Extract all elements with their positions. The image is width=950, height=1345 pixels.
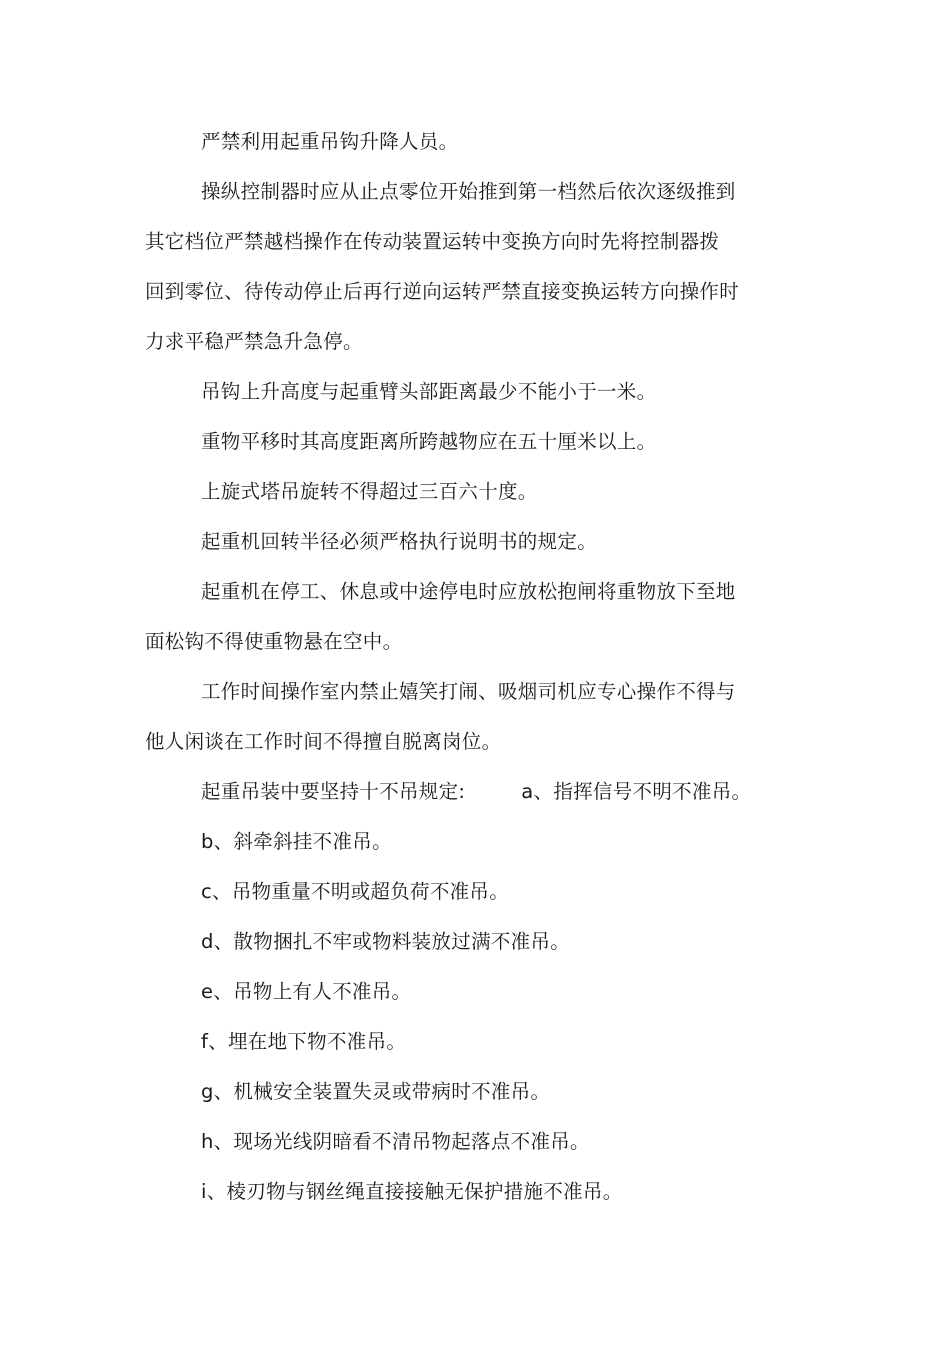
paragraph-line: 起重机回转半径必须严格执行说明书的规定。: [201, 530, 598, 553]
document-body: [145, 117, 775, 1217]
paragraph-cab-conduct: [145, 667, 775, 767]
ten-rules-item-text: f、埋在地下物不准吊。: [201, 1030, 407, 1053]
ten-rules-item-text: h、现场光线阴暗看不清吊物起落点不准吊。: [201, 1130, 590, 1153]
ten-rules-item-text: c、吊物重量不明或超负荷不准吊。: [201, 880, 510, 903]
ten-rules-item: [145, 1067, 775, 1117]
paragraph-no-lifting-people: [145, 117, 775, 167]
ten-rules-item-a: a、指挥信号不明不准吊。: [521, 780, 752, 803]
ten-rules-item: [145, 917, 775, 967]
ten-rules-item: [145, 1117, 775, 1167]
ten-rules-item: [145, 867, 775, 917]
paragraph-power-outage: [145, 567, 775, 667]
paragraph-line: 严禁利用起重吊钩升降人员。: [201, 130, 459, 153]
ten-rules-heading-line: [145, 767, 775, 817]
ten-rules-item-text: i、棱刃物与钢丝绳直接接触无保护措施不准吊。: [201, 1180, 623, 1203]
paragraph-line: 工作时间操作室内禁止嬉笑打闹、吸烟司机应专心操作不得与: [201, 680, 736, 703]
ten-rules-item: [145, 967, 775, 1017]
ten-rules-item: [145, 1167, 775, 1217]
paragraph-line: 重物平移时其高度距离所跨越物应在五十厘米以上。: [201, 430, 657, 453]
ten-rules-item-text: b、斜牵斜挂不准吊。: [201, 830, 392, 853]
paragraph-line: 上旋式塔吊旋转不得超过三百六十度。: [201, 480, 538, 503]
paragraph-rotation-limit: [145, 467, 775, 517]
paragraph-line: 回到零位、待传动停止后再行逆向运转严禁直接变换运转方向操作时: [145, 280, 740, 303]
ten-rules-item-text: e、吊物上有人不准吊。: [201, 980, 412, 1003]
paragraph-line: 吊钩上升高度与起重臂头部距离最少不能小于一米。: [201, 380, 657, 403]
paragraph-horizontal-move: [145, 417, 775, 467]
paragraph-line: 他人闲谈在工作时间不得擅自脱离岗位。: [145, 730, 502, 753]
paragraph-turning-radius: [145, 517, 775, 567]
paragraph-line: 操纵控制器时应从止点零位开始推到第一档然后依次逐级推到: [201, 180, 736, 203]
ten-rules-item: [145, 817, 775, 867]
paragraph-hook-height: [145, 367, 775, 417]
paragraph-line: 起重机在停工、休息或中途停电时应放松抱闸将重物放下至地: [201, 580, 736, 603]
ten-rules-item-text: g、机械安全装置失灵或带病时不准吊。: [201, 1080, 551, 1103]
paragraph-line: 力求平稳严禁急升急停。: [145, 330, 363, 353]
ten-rules-heading: 起重吊装中要坚持十不吊规定:: [201, 780, 466, 803]
paragraph-line: 面松钩不得使重物悬在空中。: [145, 630, 403, 653]
ten-rules-item: [145, 1017, 775, 1067]
paragraph-line: 其它档位严禁越档操作在传动装置运转中变换方向时先将控制器拨: [145, 230, 720, 253]
ten-rules-item-text: d、散物捆扎不牢或物料装放过满不准吊。: [201, 930, 571, 953]
paragraph-controller-operation: [145, 167, 775, 367]
